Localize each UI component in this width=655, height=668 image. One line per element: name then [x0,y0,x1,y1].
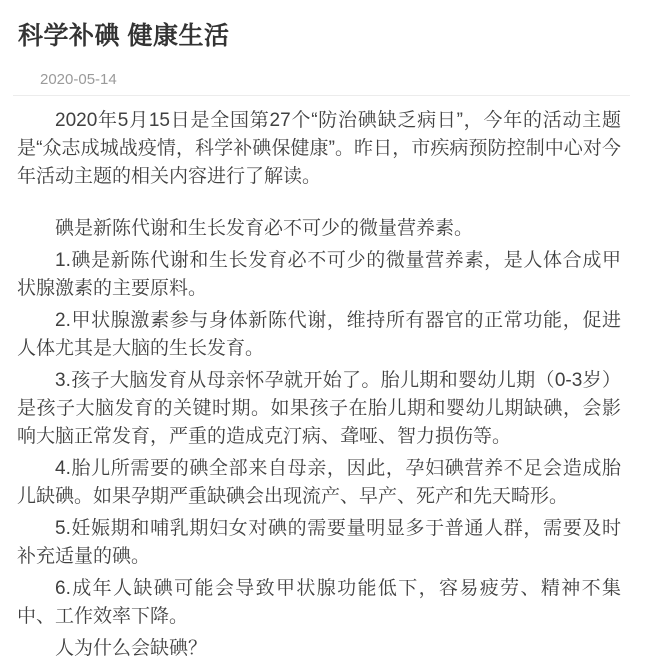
paragraph: 碘是新陈代谢和生长发育必不可少的微量营养素。 [55,218,474,239]
article-body [17,107,621,663]
paragraph: 4.胎儿所需要的碘全部来自母亲，因此，孕妇碘营养不足会造成胎儿缺碘。如果孕期严重缺碘会出现流产、早产、死产和先天畸形。 [17,458,621,507]
paragraph: 2.甲状腺激素参与身体新陈代谢，维持所有器官的正常功能，促进人体尤其是大脑的生长发育。 [17,310,621,359]
paragraph: 5.妊娠期和哺乳期妇女对碘的需要量明显多于普通人群，需要及时补充适量的碘。 [17,518,621,567]
page-title: 科学补碘 健康生活 [18,22,230,50]
paragraph: 人为什么会缺碘？ [55,638,208,659]
paragraph: 1.碘是新陈代谢和生长发育必不可少的微量营养素，是人体合成甲状腺激素的主要原料。 [17,250,621,299]
paragraph: 2020年5月15日是全国第27个“防治碘缺乏病日”，今年的活动主题是“众志成城战疫情，科学补碘保健康”。昨日，市疾病预防控制中心对今年活动主题的相关内容进行了解读。 [17,110,621,187]
publish-date: 2020-05-14 [40,71,117,88]
paragraph: 6.成年人缺碘可能会导致甲状腺功能低下，容易疲劳、精神不集中、工作效率下降。 [17,578,621,627]
paragraph: 3.孩子大脑发育从母亲怀孕就开始了。胎儿期和婴幼儿期（0-3岁）是孩子大脑发育的关键时期。如果孩子在胎儿期和婴幼儿期缺碘，会影响大脑正常发育，严重的造成克汀病、聋哑、智力损伤等。 [17,370,621,447]
divider [13,95,630,96]
